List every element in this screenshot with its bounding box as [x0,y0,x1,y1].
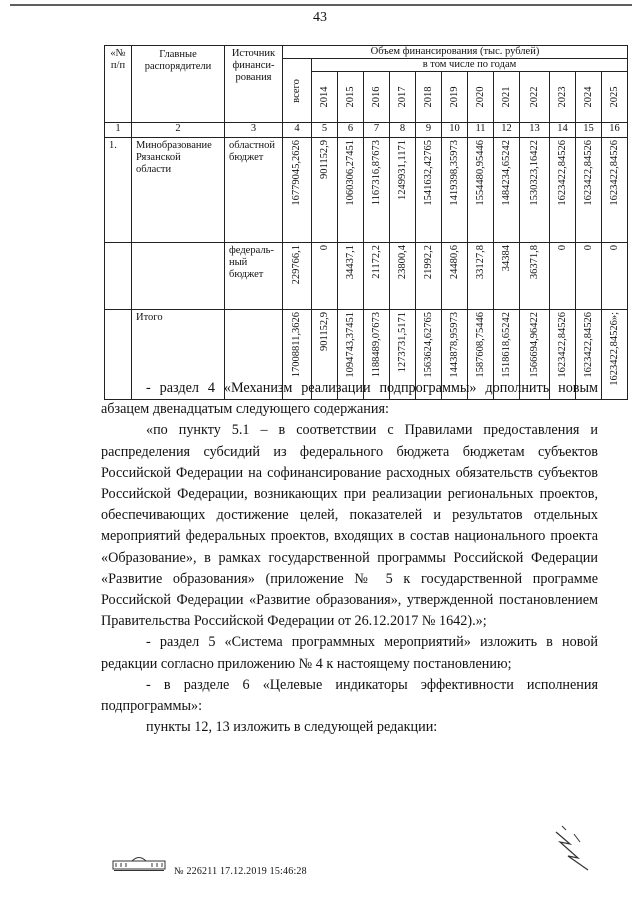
value-text: 1094743,37451 [344,312,356,378]
table-row [105,243,628,310]
value-text: 1518618,65242 [500,312,512,378]
value-text: 1484234,65242 [500,140,512,206]
value-cell [364,243,390,310]
document-id: № 226211 17.12.2019 15:46:28 [174,866,307,877]
row-source: федераль- ный бюджет [225,243,283,310]
paragraph: «по пункту 5.1 – в соответствии с Правилами предоставления и распределения субсидий из федерального бюджета бюджетам субъектов Российской Федерации на софинансирование расходных обязательств субъектов Российской Федерации, возникающих при реализации региональных проектов, обеспечивающих достижение целей, показателей и результатов отдельных мероприятий федеральных проектов, входящих в состав национального проекта «Образование», в рамках государственной программы Российской Федерации «Развитие образования» (приложение № 5 к государственной программе Российской Федерации «Развитие образования», утвержденной постановлением Правительства Российской Федерации от 26.12.2017 № 1642).»; [101,422,598,630]
header-year-cell [550,72,576,123]
header-row-1 [105,46,628,59]
signature-mark [548,812,598,872]
value-text: 23800,4 [396,245,408,280]
value-cell [390,243,416,310]
value-cell [338,243,364,310]
header-source: Источник финанси- рования [225,46,283,123]
value-text: 1541632,42765 [422,140,434,206]
value-cell [442,138,468,243]
column-index: 1 [105,123,132,138]
paragraph: - раздел 5 «Система программных мероприятий» изложить в новой редакции согласно приложению № 4 к настоящему постановлению; [101,634,598,672]
row-distributor [132,243,225,310]
header-year: 2015 [344,86,356,108]
column-index: 4 [283,123,312,138]
value-text: 1188489,07673 [370,312,382,378]
header-total: всего [290,78,302,103]
row-number: 1. [105,138,132,243]
column-index: 13 [520,123,550,138]
header-year: 2024 [582,86,594,108]
value-cell [312,138,338,243]
value-text: 1554480,95446 [474,140,486,206]
paragraph: пункты 12, 13 изложить в следующей редакции: [146,719,438,736]
header-by-years: в том числе по годам [312,59,628,72]
header-year-cell [520,72,550,123]
header-year-cell [494,72,520,123]
value-cell [520,243,550,310]
header-volume: Объем финансирования (тыс. рублей) [283,46,628,59]
value-text: 1623422,84526 [556,140,568,206]
value-cell [494,243,520,310]
value-text: 1623422,84526 [608,140,620,206]
value-cell [602,310,628,400]
value-text: 34437,1 [344,245,356,280]
column-index: 10 [442,123,468,138]
value-text: 0 [582,245,594,251]
header-total-cell [283,59,312,123]
value-text: 1587608,75446 [474,312,486,378]
column-index: 6 [338,123,364,138]
value-cell [338,138,364,243]
value-cell [550,138,576,243]
header-year: 2021 [500,86,512,108]
value-text: 16779045,2626 [290,140,302,206]
value-text: 1167316,87673 [370,140,382,206]
column-index: 3 [225,123,283,138]
scan-top-edge [10,4,632,6]
value-text: 1443878,95973 [448,312,460,378]
column-index: 7 [364,123,390,138]
table-row [105,138,628,243]
value-cell [494,138,520,243]
header-year-cell [442,72,468,123]
header-year: 2022 [528,86,540,108]
header-year: 2014 [318,86,330,108]
header-year: 2019 [448,86,460,108]
header-year-cell [468,72,494,123]
value-text: 1563624,62765 [422,312,434,378]
header-year-cell [416,72,442,123]
value-cell [390,138,416,243]
header-year: 2018 [422,86,434,108]
value-cell [468,138,494,243]
row-distributor: Итого [132,310,225,400]
value-cell [416,138,442,243]
value-cell [576,138,602,243]
header-number: «№ п/п [105,46,132,123]
page-number: 43 [313,10,327,25]
value-text: 1623422,84526 [582,140,594,206]
value-text: 1249931,1171 [396,140,408,201]
header-year: 2023 [556,86,568,108]
column-index: 15 [576,123,602,138]
value-cell [602,138,628,243]
value-cell [550,243,576,310]
paragraph: - в разделе 6 «Целевые индикаторы эффективности исполнения подпрограммы»: [101,676,598,715]
value-text: 24480,6 [448,245,460,280]
header-distributors: Главные распорядители [132,46,225,123]
column-index: 5 [312,123,338,138]
value-cell [442,243,468,310]
value-text: 36371,8 [528,245,540,280]
header-year-cell [390,72,416,123]
paragraph: - раздел 4 «Механизм реализации подпрограммы» дополнить новым абзацем двенадцатым следующего содержания: [101,380,598,418]
footer-logo-icon [112,854,166,872]
value-text: 34384 [500,245,512,272]
value-text: 1566694,96422 [528,312,540,378]
header-year-cell [364,72,390,123]
header-year: 2020 [474,86,486,108]
column-index: 11 [468,123,494,138]
header-year-cell [576,72,602,123]
column-index: 12 [494,123,520,138]
value-text: 21992,2 [422,245,434,280]
value-text: 17008811,3626 [290,312,302,378]
value-text: 901152,9 [318,312,330,352]
column-index: 14 [550,123,576,138]
header-year-cell [312,72,338,123]
value-text: 0 [318,245,330,251]
header-year: 2017 [396,86,408,108]
row-source: областной бюджет [225,138,283,243]
value-cell [283,138,312,243]
value-cell [520,138,550,243]
value-cell [602,243,628,310]
column-index: 8 [390,123,416,138]
value-text: 0 [608,245,620,251]
document-body [101,378,598,738]
value-text: 901152,9 [318,140,330,180]
value-text: 0 [556,245,568,251]
value-text: 1530323,16422 [528,140,540,206]
column-index: 16 [602,123,628,138]
column-index-row [105,123,628,138]
value-text: 229766,1 [290,245,302,285]
header-year: 2016 [370,86,382,108]
value-cell [312,243,338,310]
value-text: 1273731,5171 [396,312,408,373]
header-year: 2025 [608,86,620,108]
value-text: 1623422,84526»; [608,312,620,386]
row-distributor: Минобразование Рязанской области [132,138,225,243]
value-text: 33127,8 [474,245,486,280]
financing-table [104,45,628,400]
header-year-cell [338,72,364,123]
value-text: 1419398,35973 [448,140,460,206]
value-text: 1623422,84526 [556,312,568,378]
row-number [105,243,132,310]
value-text: 21172,2 [370,245,382,279]
value-cell [576,243,602,310]
value-text: 1060306,27451 [344,140,356,206]
value-text: 1623422,84526 [582,312,594,378]
value-cell [416,243,442,310]
header-year-cell [602,72,628,123]
column-index: 2 [132,123,225,138]
column-index: 9 [416,123,442,138]
value-cell [283,243,312,310]
value-cell [364,138,390,243]
value-cell [468,243,494,310]
